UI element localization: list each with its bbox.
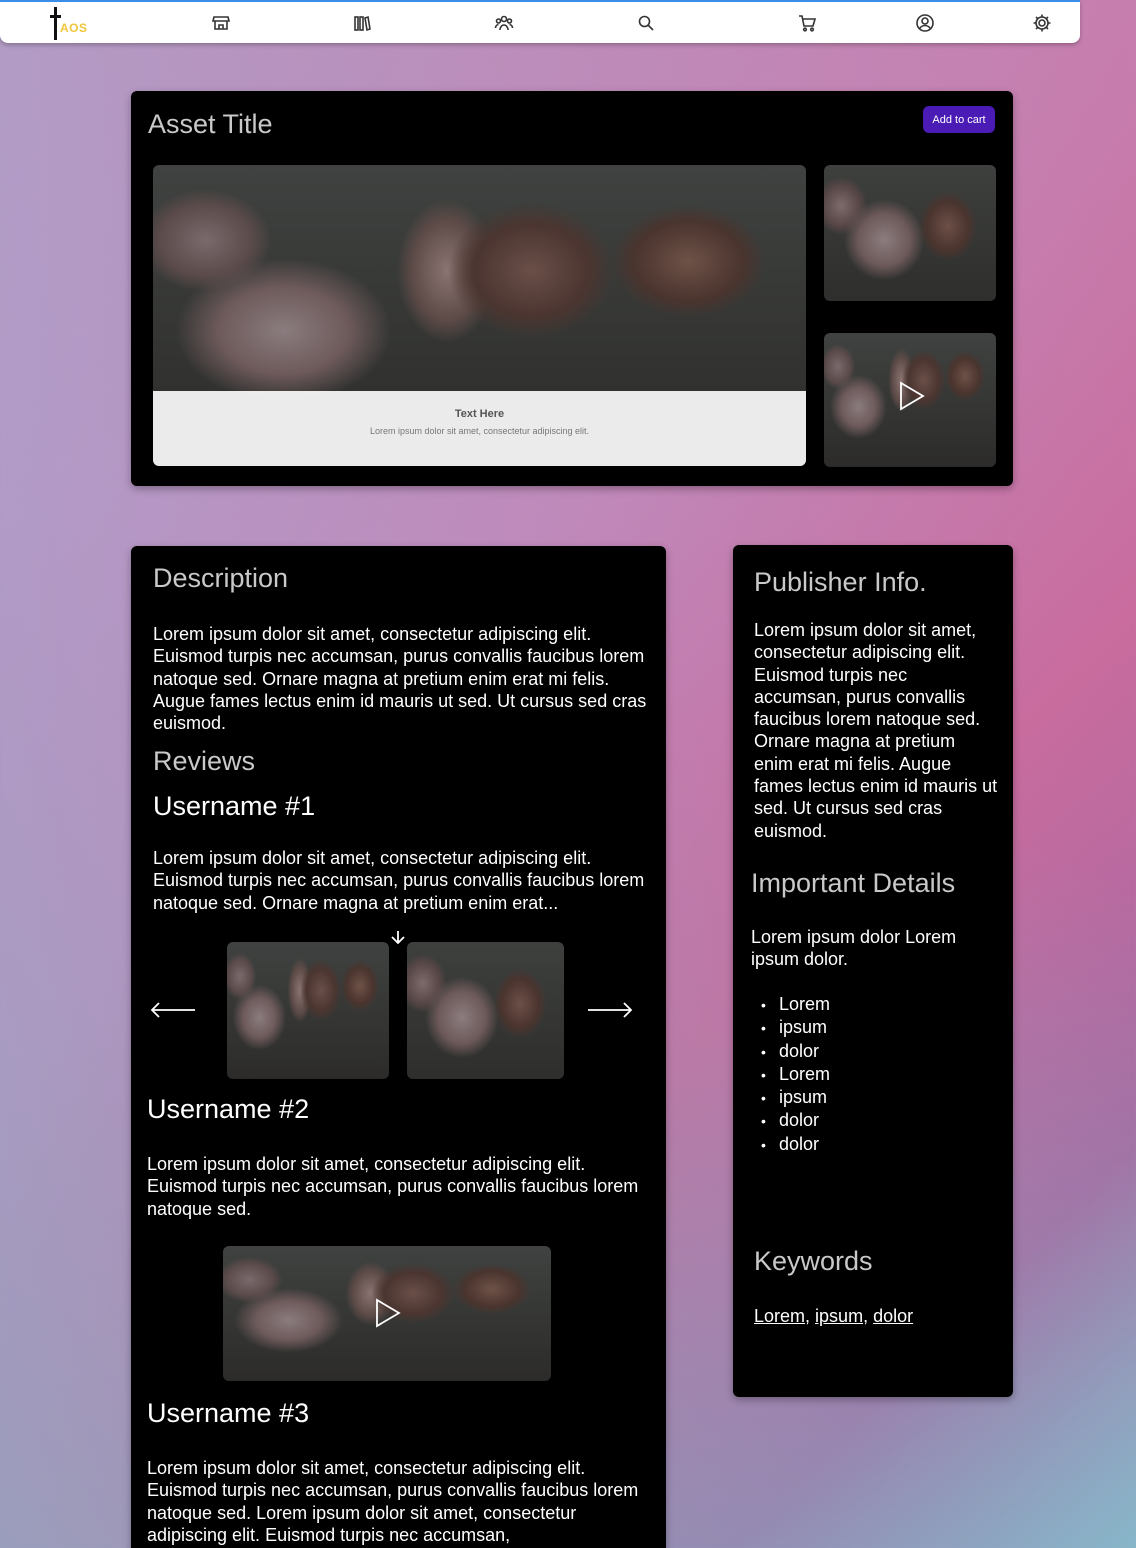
search-icon[interactable]	[636, 13, 656, 33]
settings-icon[interactable]	[1032, 13, 1052, 33]
publisher-heading: Publisher Info.	[754, 567, 927, 597]
logo[interactable]	[46, 5, 96, 41]
caption-title: Text Here	[454, 408, 505, 420]
dagger-guard	[50, 15, 61, 18]
logo-text: AOS	[60, 21, 88, 35]
list-item: • ipsum	[751, 1086, 830, 1109]
image-caption-overlay	[153, 391, 806, 466]
play-icon[interactable]	[898, 381, 926, 411]
keyword-link[interactable]: ipsum	[815, 1306, 864, 1326]
community-icon[interactable]	[494, 13, 514, 33]
list-item: • ipsum	[751, 1016, 830, 1039]
review-text: Lorem ipsum dolor sit amet, consectetur adipiscing elit. Euismod turpis nec accumsan, purus convallis faucibus lorem natoque sed. Lorem ipsum dolor sit amet, consectetur adipiscing elit. Euismod turpis nec accumsan,	[147, 1458, 639, 1545]
review-username: Username #1	[153, 791, 316, 821]
details-list	[751, 993, 830, 1156]
list-item: • dolor	[751, 1109, 830, 1132]
review-video[interactable]	[223, 1246, 551, 1381]
top-nav-bar	[0, 0, 1080, 43]
keywords-list	[754, 1305, 913, 1327]
description-heading: Description	[153, 563, 289, 593]
description-reviews-card	[131, 546, 666, 1548]
carousel-next-arrow-icon[interactable]	[587, 1002, 633, 1018]
important-details-text: Lorem ipsum dolor Lorem ipsum dolor.	[751, 927, 957, 970]
publisher-text: Lorem ipsum dolor sit amet, consectetur adipiscing elit. Euismod turpis nec accumsan, purus convallis faucibus lorem natoque sed. Ornare magna at pretium enim erat mi felis. Augue fames lectus enim id mauris ut sed. Ut cursus sed cras euismod.	[754, 620, 998, 841]
add-to-cart-button[interactable]: Add to cart	[923, 106, 995, 133]
expand-chevron-icon[interactable]	[389, 930, 407, 944]
account-icon[interactable]	[915, 13, 935, 33]
review-username: Username #2	[147, 1094, 310, 1124]
list-item: • Lorem	[751, 993, 830, 1016]
keyword-link[interactable]: Lorem	[754, 1306, 806, 1326]
dagger-icon	[54, 7, 57, 40]
list-item: • dolor	[751, 1040, 830, 1063]
list-item: • Lorem	[751, 1063, 830, 1086]
review-username: Username #3	[147, 1398, 310, 1428]
asset-hero-card	[131, 91, 1013, 486]
keyword-separator: ,	[805, 1306, 816, 1326]
library-icon[interactable]	[352, 13, 372, 33]
cart-icon[interactable]	[797, 13, 817, 33]
keyword-link[interactable]: dolor	[873, 1306, 914, 1326]
important-details-heading: Important Details	[751, 868, 956, 898]
review-image[interactable]	[227, 942, 389, 1079]
asset-title: Asset Title	[148, 109, 273, 139]
review-text: Lorem ipsum dolor sit amet, consectetur adipiscing elit. Euismod turpis nec accumsan, purus convallis faucibus lorem natoque sed. Ornare magna at pretium enim erat...	[153, 848, 645, 913]
review-text: Lorem ipsum dolor sit amet, consectetur adipiscing elit. Euismod turpis nec accumsan, purus convallis faucibus lorem natoque sed.	[147, 1154, 639, 1219]
reviews-heading: Reviews	[153, 746, 256, 776]
store-icon[interactable]	[211, 13, 231, 33]
caption-text: Lorem ipsum dolor sit amet, consectetur adipiscing elit.	[369, 426, 590, 436]
main-preview-image[interactable]	[153, 165, 806, 466]
keyword-separator: ,	[863, 1306, 874, 1326]
list-item: • dolor	[751, 1133, 830, 1156]
review-image[interactable]	[407, 942, 564, 1079]
publisher-info-card	[733, 545, 1013, 1397]
keywords-heading: Keywords	[754, 1246, 873, 1276]
thumbnail-video[interactable]	[824, 333, 996, 467]
thumbnail-image[interactable]	[824, 165, 996, 301]
description-text: Lorem ipsum dolor sit amet, consectetur adipiscing elit. Euismod turpis nec accumsan, purus convallis faucibus lorem natoque sed. Ornare magna at pretium enim erat mi felis. Augue fames lectus enim id mauris ut sed. Ut cursus sed cras euismod.	[153, 624, 647, 734]
play-icon[interactable]	[374, 1298, 402, 1328]
carousel-prev-arrow-icon[interactable]	[150, 1002, 196, 1018]
